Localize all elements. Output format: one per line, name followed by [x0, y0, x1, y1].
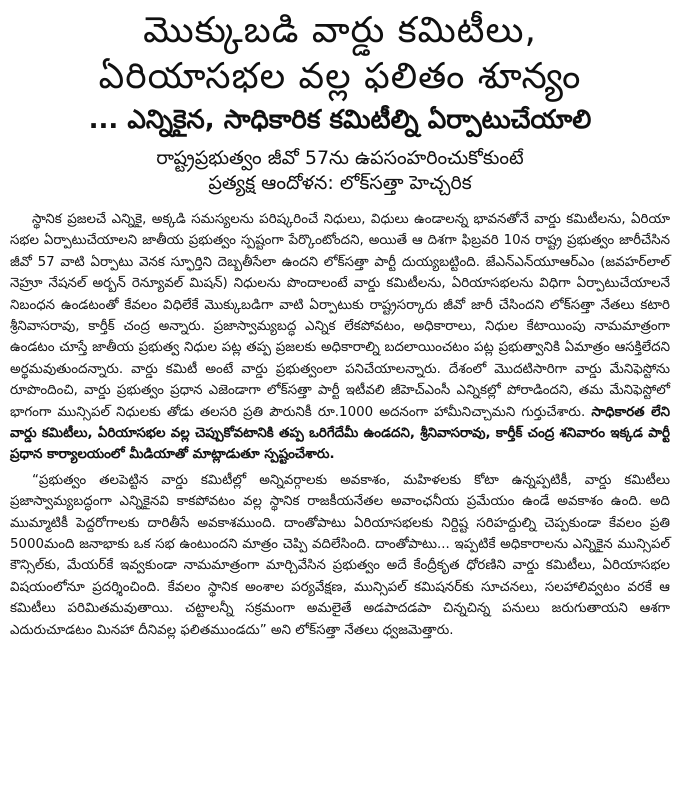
subheadline-line-2: ప్రత్యక్ష ఆందోళన: లోక్‌సత్తా హెచ్చరిక — [208, 172, 472, 195]
headline-line-2: ఏరియాసభల వల్ల ఫలితం శూన్యం — [98, 56, 582, 98]
article-paragraph-2: “ప్రభుత్వం తలపెట్టిన వార్డు కమిటీల్లో అన్నివర్గాలకు అవకాశం, మహిళలకు కోటా ఉన్నప్పటికీ, వార్డు కమిటీలు ప్రజాస్వామ్యబద్ధంగా ఎన్నికైనవి కాకపోవటం వల్ల స్థానిక రాజకీయనేతల అవాంఛనీయ ప్రమేయం ఉండే అవకాశం ఉంది. అది ముమ్మాటికీ పెద్దరోగాలకు దారితీసే అవకాశముంది. దాంతోపాటు ఏరియాసభలకు నిర్దిష్ట సరిహద్దుల్ని చెప్పకుండా కేవలం ప్రతి 5000మంది జనాభాకు ఒక సభ ఉంటుందని మాత్రం చెప్పి వదిలేసింది. దాంతోపాటు... ఇప్పటికే అధికారాలను ఎన్నికైన మున్సిపల్ కౌన్సిల్‌కు, మేయర్‌కే ఇవ్వకుండా నామమాత్రంగా మార్చివేసిన ప్రభుత్వం అదే కేంద్రీకృత ధోరణిని వార్డు కమిటీలు, ఏరియాసభల విషయంలోనూ ప్రదర్శించింది. కేవలం స్థానిక అంశాల పర్యవేక్షణ, మున్సిపల్ కమిషనర్‌కు సూచనలు, సలహాలివ్వటం వరకే ఆ కమిటీలు పరిమితమవుతాయి. చట్టాలన్నీ సక్రమంగా అమలైతే అడపాదడపా చిన్నచిన్న పనులు జరుగుతాయని ఆశగా ఎదురుచూడటం మినహా దీనివల్ల ఫలితముండదు” అని లోక్‌సత్తా నేతలు ధ్వజమెత్తారు. — [10, 472, 670, 638]
article-body — [10, 209, 670, 641]
subheadline — [10, 146, 670, 197]
paragraph-1-bold-text: సాధికారత లేని వార్డు కమిటీలు, ఏరియాసభల వల్ల చెప్పుకోవటానికి తప్ప ఒరిగేదేమీ ఉండదని, శ్రీనివాసరావు, కార్తీక్ చంద్ర శనివారం ఇక్కడ పార్టీ ప్రధాన కార్యాలయంలో మీడియాతో మాట్లాడుతూ స్పష్టంచేశారు. — [10, 404, 670, 463]
article-paragraph-1 — [10, 209, 670, 466]
paragraph-1-text: స్థానిక ప్రజలచే ఎన్నికై, అక్కడి సమస్యలను పరిష్కరించే నిధులు, విధులు ఉండాలన్న భావనతోనే వార్డు కమిటీలను, ఏరియా సభల ఏర్పాటుచేయాలని జాతీయ ప్రభుత్వం స్పష్టంగా పేర్కొంటోందని, అయితే ఆ దిశగా ఫిబ్రవరి 10న రాష్ట్ర ప్రభుత్వం జారీచేసిన జీవో 57 వాటి ఏర్పాటు వెనక స్ఫూర్తిని దెబ్బతీసేలా ఉందని లోక్‌సత్తా పార్టీ దుయ్యబట్టింది. జేఎన్‌ఎన్‌యూఆర్‌ఎం (జవహర్‌లాల్ నెహ్రూ నేషనల్ అర్బన్ రెన్యూవల్ మిషన్) నిధులను పొందాలంటే వార్డు కమిటీలను, ఏరియాసభలను విధిగా ఏర్పాటుచేయాలనే నిబంధన ఉండటంతో కేవలం విధిలేకే మొక్కుబడిగా వాటి ఏర్పాటుకు రాష్ట్రసర్కారు జీవో జారీ చేసిందని లోక్‌సత్తా నేతలు కటారి శ్రీనివాసరావు, కార్తీక్ చంద్ర అన్నారు. ప్రజాస్వామ్యబద్ధ ఎన్నిక లేకపోవటం, అధికారాలు, నిధుల కేటాయింపు నామమాత్రంగా ఉండటం చూస్తే జాతీయ ప్రభుత్వ నిధుల పట్ల తప్ప ప్రజలకు అధికారాల్ని బదలాయించటం పట్ల ప్రభుత్వానికి ఏమాత్రం ఆసక్తిలేదని అర్థమవుతుందన్నారు. వార్డు కమిటీ అంటే వార్డు ప్రభుత్వంలా పనిచేయాలన్నారు. దేశంలో మొదటిసారిగా వార్డు మేనిఫెస్టోను రూపొందించి, వార్డు ప్రభుత్వం ప్రధాన ఎజెండాగా లోక్‌సత్తా పార్టీ ఇటీవలి జీహెచ్‌ఎంసీ ఎన్నికల్లో పోరాడిందని, తమ మేనిఫెస్టోలో భాగంగా మున్సిపల్ నిధులకు తోడు తలసరి ప్రతి పౌరునికీ రూ.1000 అదనంగా హామీనిచ్చామని గుర్తుచేశారు. — [10, 211, 670, 420]
headline-line-3: ... ఎన్నికైన, సాధికారిక కమిటీల్ని ఏర్పాటుచేయాలి — [88, 104, 592, 135]
headline-line-1: మొక్కుబడి వార్డు కమిటీలు, — [143, 10, 537, 51]
subheadline-line-1: రాష్ట్రప్రభుత్వం జీవో 57ను ఉపసంహరించుకోకుంటే — [156, 146, 524, 169]
